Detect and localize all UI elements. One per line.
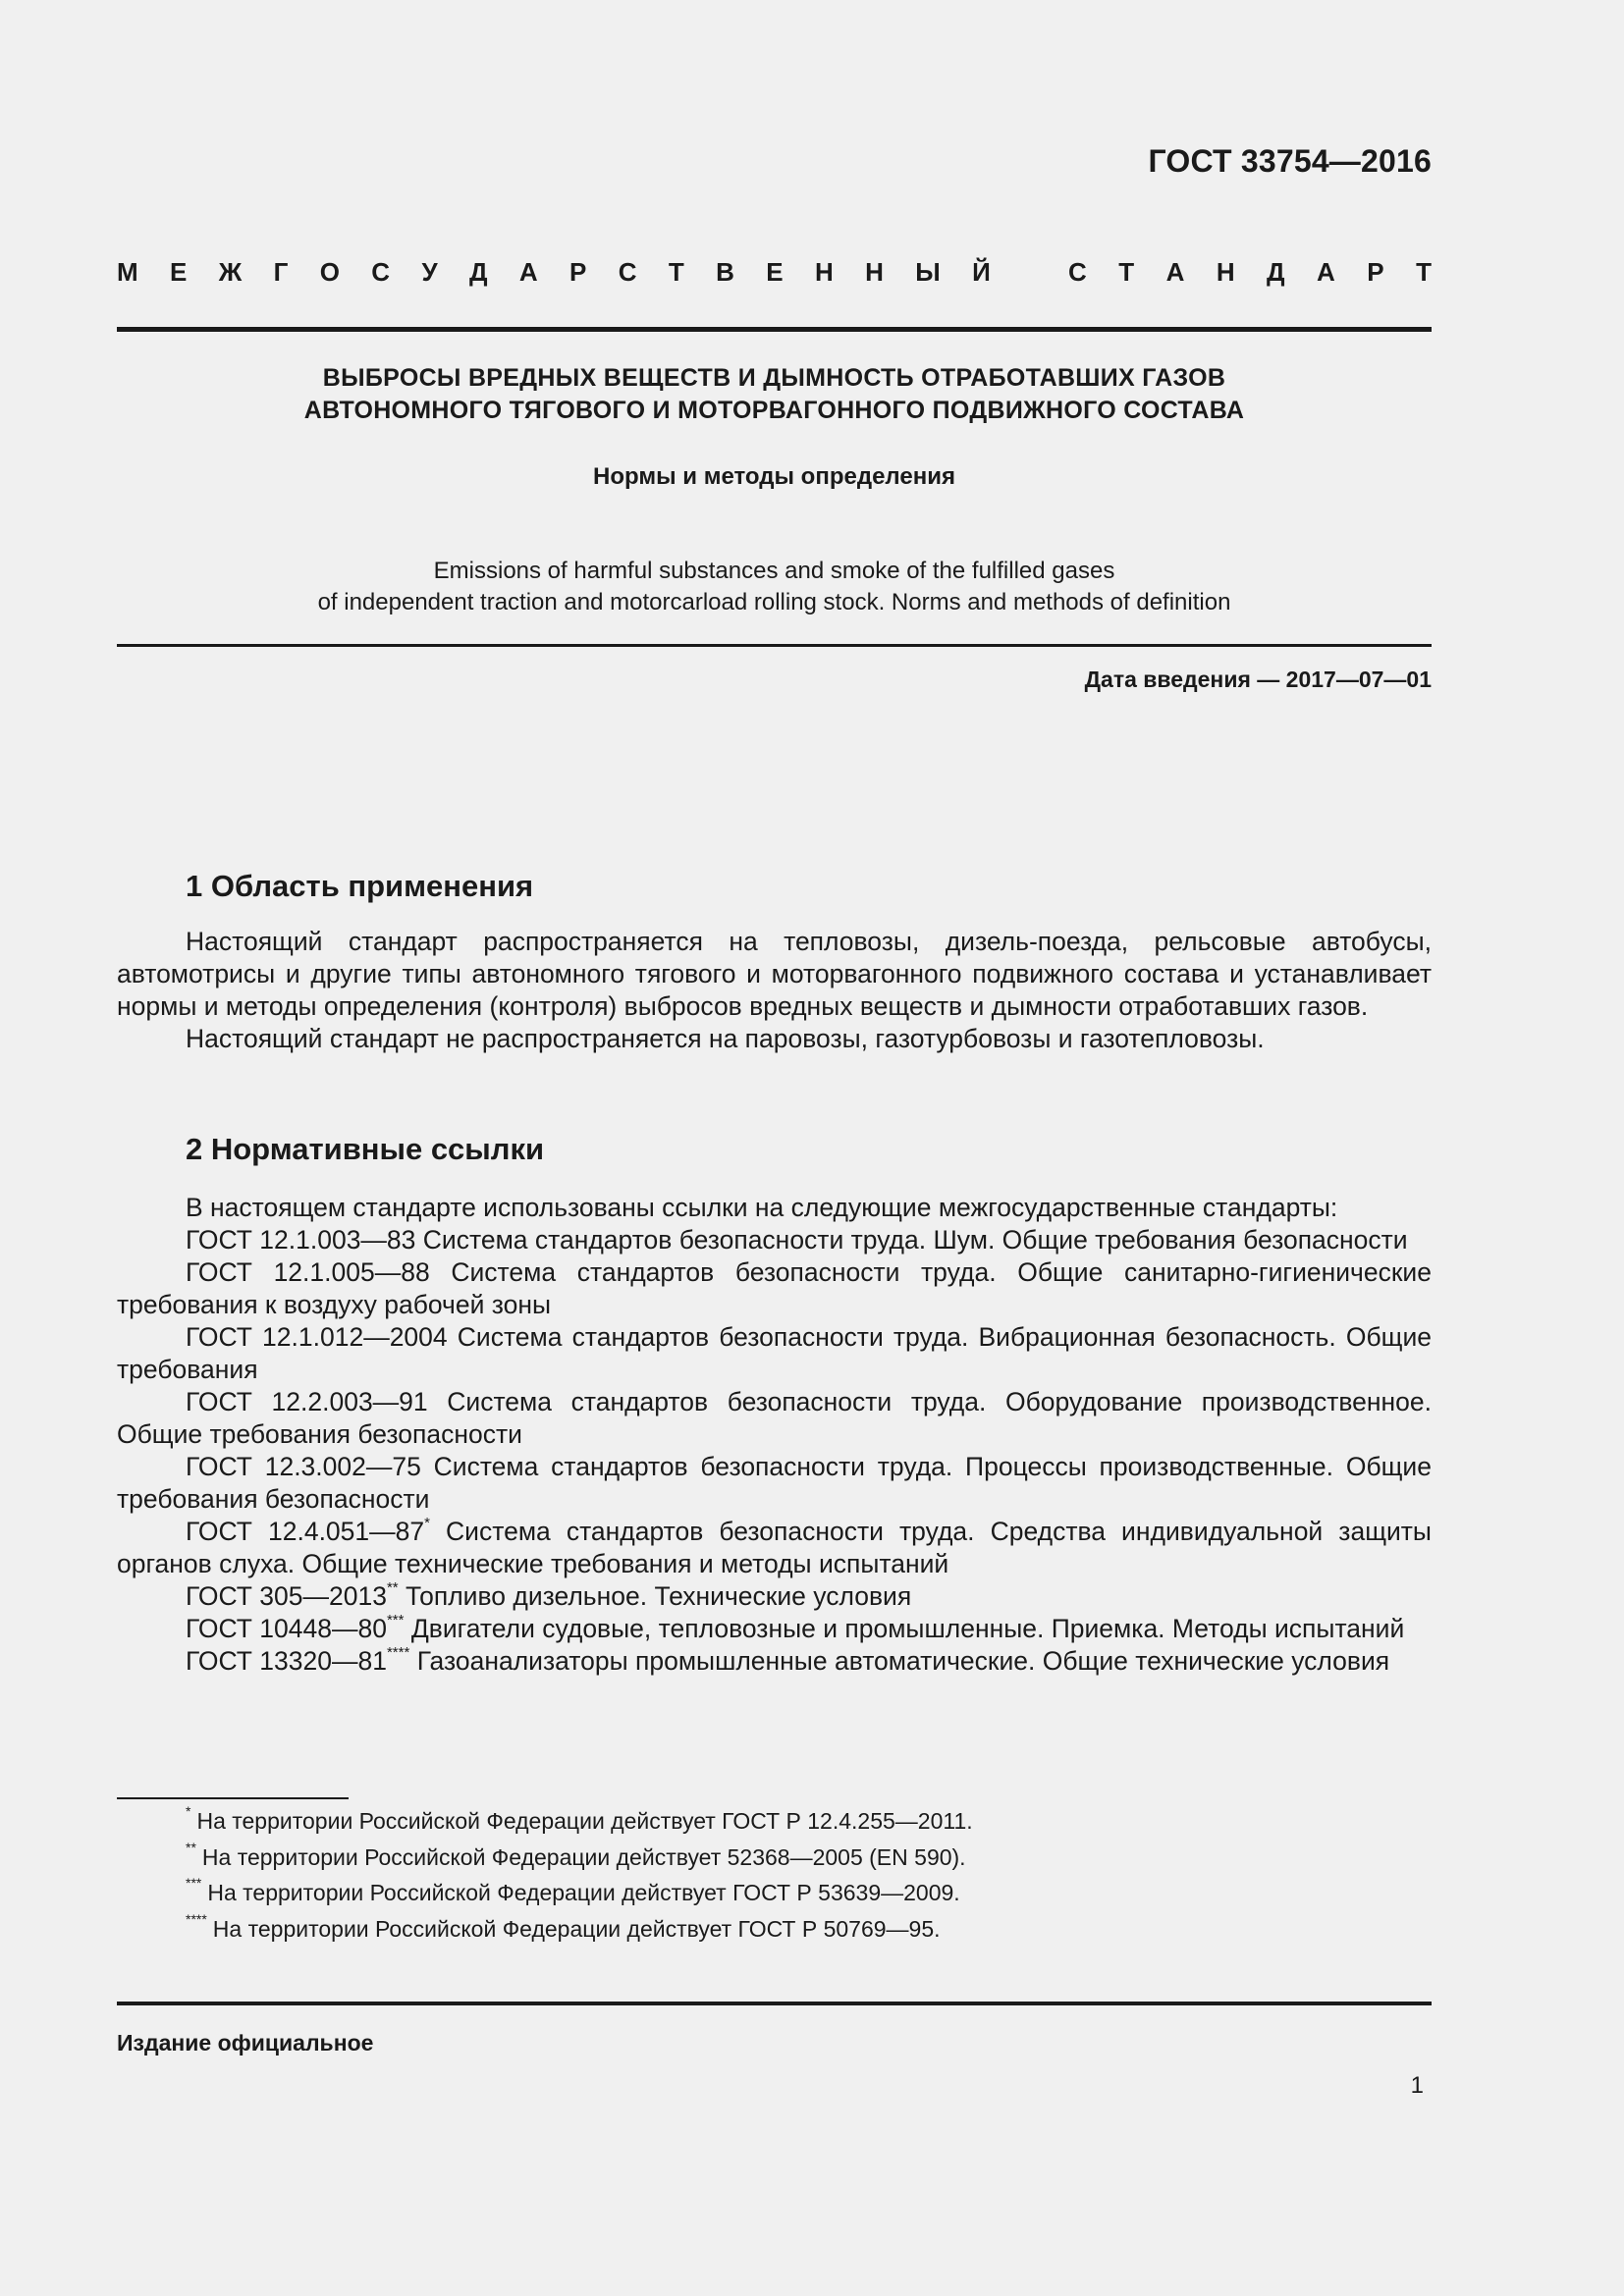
reference-code: ГОСТ 12.3.002—75 [186,1452,421,1481]
page-number: 1 [1410,2072,1424,2099]
reference-item [117,1613,1432,1645]
reference-item [117,1580,1432,1613]
reference-code: ГОСТ 10448—80 [186,1614,387,1643]
footnotes [186,1803,973,1947]
reference-item [117,1386,1432,1451]
footnote-mark: *** [386,1612,405,1629]
footnote-text: На территории Российской Федерации действует ГОСТ Р 50769—95. [212,1915,941,1942]
banner-word-standard: С Т А Н Д А Р Т [1068,257,1432,287]
section-1-paragraph-1: Настоящий стандарт распространяется на тепловозы, дизель-поезда, рельсовые автобусы, автомотрисы и другие типы автономного тягового и моторвагонного подвижного состава и устанавливает нормы и методы определения (контроля) выбросов вредных веществ и дымности отработавших газов. [117,927,1432,1021]
reference-code: ГОСТ 12.2.003—91 [186,1387,428,1416]
title-line-1: ВЫБРОСЫ ВРЕДНЫХ ВЕЩЕСТВ И ДЫМНОСТЬ ОТРАБОТАВШИХ ГАЗОВ [322,364,1226,392]
reference-code: ГОСТ 305—2013 [186,1581,387,1611]
reference-item [117,1451,1432,1516]
footnote-item [186,1875,973,1911]
reference-item [117,1645,1432,1678]
reference-item [117,1321,1432,1386]
reference-title: Система стандартов безопасности труда. Вибрационная безопасность. Общие требования [117,1322,1432,1384]
reference-title: Система стандартов безопасности труда. Общие санитарно-гигиенические требования к воздуху рабочей зоны [117,1257,1432,1319]
footnote-separator [117,1797,349,1799]
footnote-item [186,1840,973,1876]
reference-item [117,1224,1432,1256]
footnote-mark: * [424,1515,430,1532]
standard-banner [117,257,1432,288]
footnote-item [186,1803,973,1840]
reference-code: ГОСТ 12.1.003—83 [186,1225,416,1255]
footnote-text: На территории Российской Федерации действует ГОСТ Р 53639—2009. [207,1880,960,1905]
footnote-mark: * [186,1803,191,1820]
introduction-date: Дата введения — 2017—07—01 [1084,667,1432,692]
section-2-body [117,1192,1432,1678]
reference-code: ГОСТ 13320—81 [186,1646,387,1676]
english-title-line-2: of independent traction and motorcarload rolling stock. Norms and methods of definition [317,589,1231,615]
footnote-mark: **** [186,1910,207,1927]
reference-title: Двигатели судовые, тепловозные и промышленные. Приемка. Методы испытаний [410,1614,1405,1643]
reference-item [117,1516,1432,1580]
official-edition-label: Издание официальное [117,2030,374,2056]
section-2-intro: В настоящем стандарте использованы ссылки на следующие межгосударственные стандарты: [186,1193,1338,1222]
reference-title: Система стандартов безопасности труда. Процессы производственные. Общие требования безопасности [117,1452,1432,1514]
section-1-heading: 1 Область применения [186,869,534,903]
section-2-heading: 2 Нормативные ссылки [186,1132,545,1166]
reference-title: Газоанализаторы промышленные автоматические. Общие технические условия [416,1646,1390,1676]
section-1-paragraph-2: Настоящий стандарт не распространяется на паровозы, газотурбовозы и газотепловозы. [186,1024,1265,1053]
title-bottom-rule [117,644,1432,647]
reference-code: ГОСТ 12.4.051—87 [186,1517,425,1546]
footnote-text: На территории Российской Федерации действует ГОСТ Р 12.4.255—2011. [196,1808,973,1834]
reference-title: Топливо дизельное. Технические условия [406,1581,912,1611]
footnote-mark: *** [186,1875,202,1892]
footnote-mark: ** [386,1579,399,1597]
reference-code: ГОСТ 12.1.005—88 [186,1257,430,1287]
footnote-text: На территории Российской Федерации действует 52368—2005 (EN 590). [201,1843,966,1870]
footnote-mark: **** [386,1644,410,1662]
title-line-2: АВТОНОМНОГО ТЯГОВОГО И МОТОРВАГОННОГО ПОДВИЖНОГО СОСТАВА [303,397,1245,424]
reference-title: Система стандартов безопасности труда. Шум. Общие требования безопасности [422,1225,1408,1255]
document-code: ГОСТ 33754—2016 [1148,143,1432,179]
reference-title: Система стандартов безопасности труда. Оборудование производственное. Общие требования безопасности [117,1387,1432,1449]
section-1-body [117,926,1432,1055]
document-subtitle: Нормы и методы определения [593,463,955,490]
reference-item [117,1256,1432,1321]
document-title [117,362,1432,427]
english-title [117,556,1432,618]
footer-rule [117,2002,1432,2005]
reference-list [117,1224,1432,1678]
reference-title: Система стандартов безопасности труда. Средства индивидуальной защиты органов слуха. Общие технические требования и методы испытаний [117,1517,1432,1578]
top-rule [117,327,1432,332]
footnote-mark: ** [186,1839,196,1855]
reference-code: ГОСТ 12.1.012—2004 [186,1322,448,1352]
footnote-item [186,1911,973,1948]
banner-word-interstate: М Е Ж Г О С У Д А Р С Т В Е Н Н Ы Й [117,257,991,287]
english-title-line-1: Emissions of harmful substances and smoke of the fulfilled gases [433,558,1115,584]
